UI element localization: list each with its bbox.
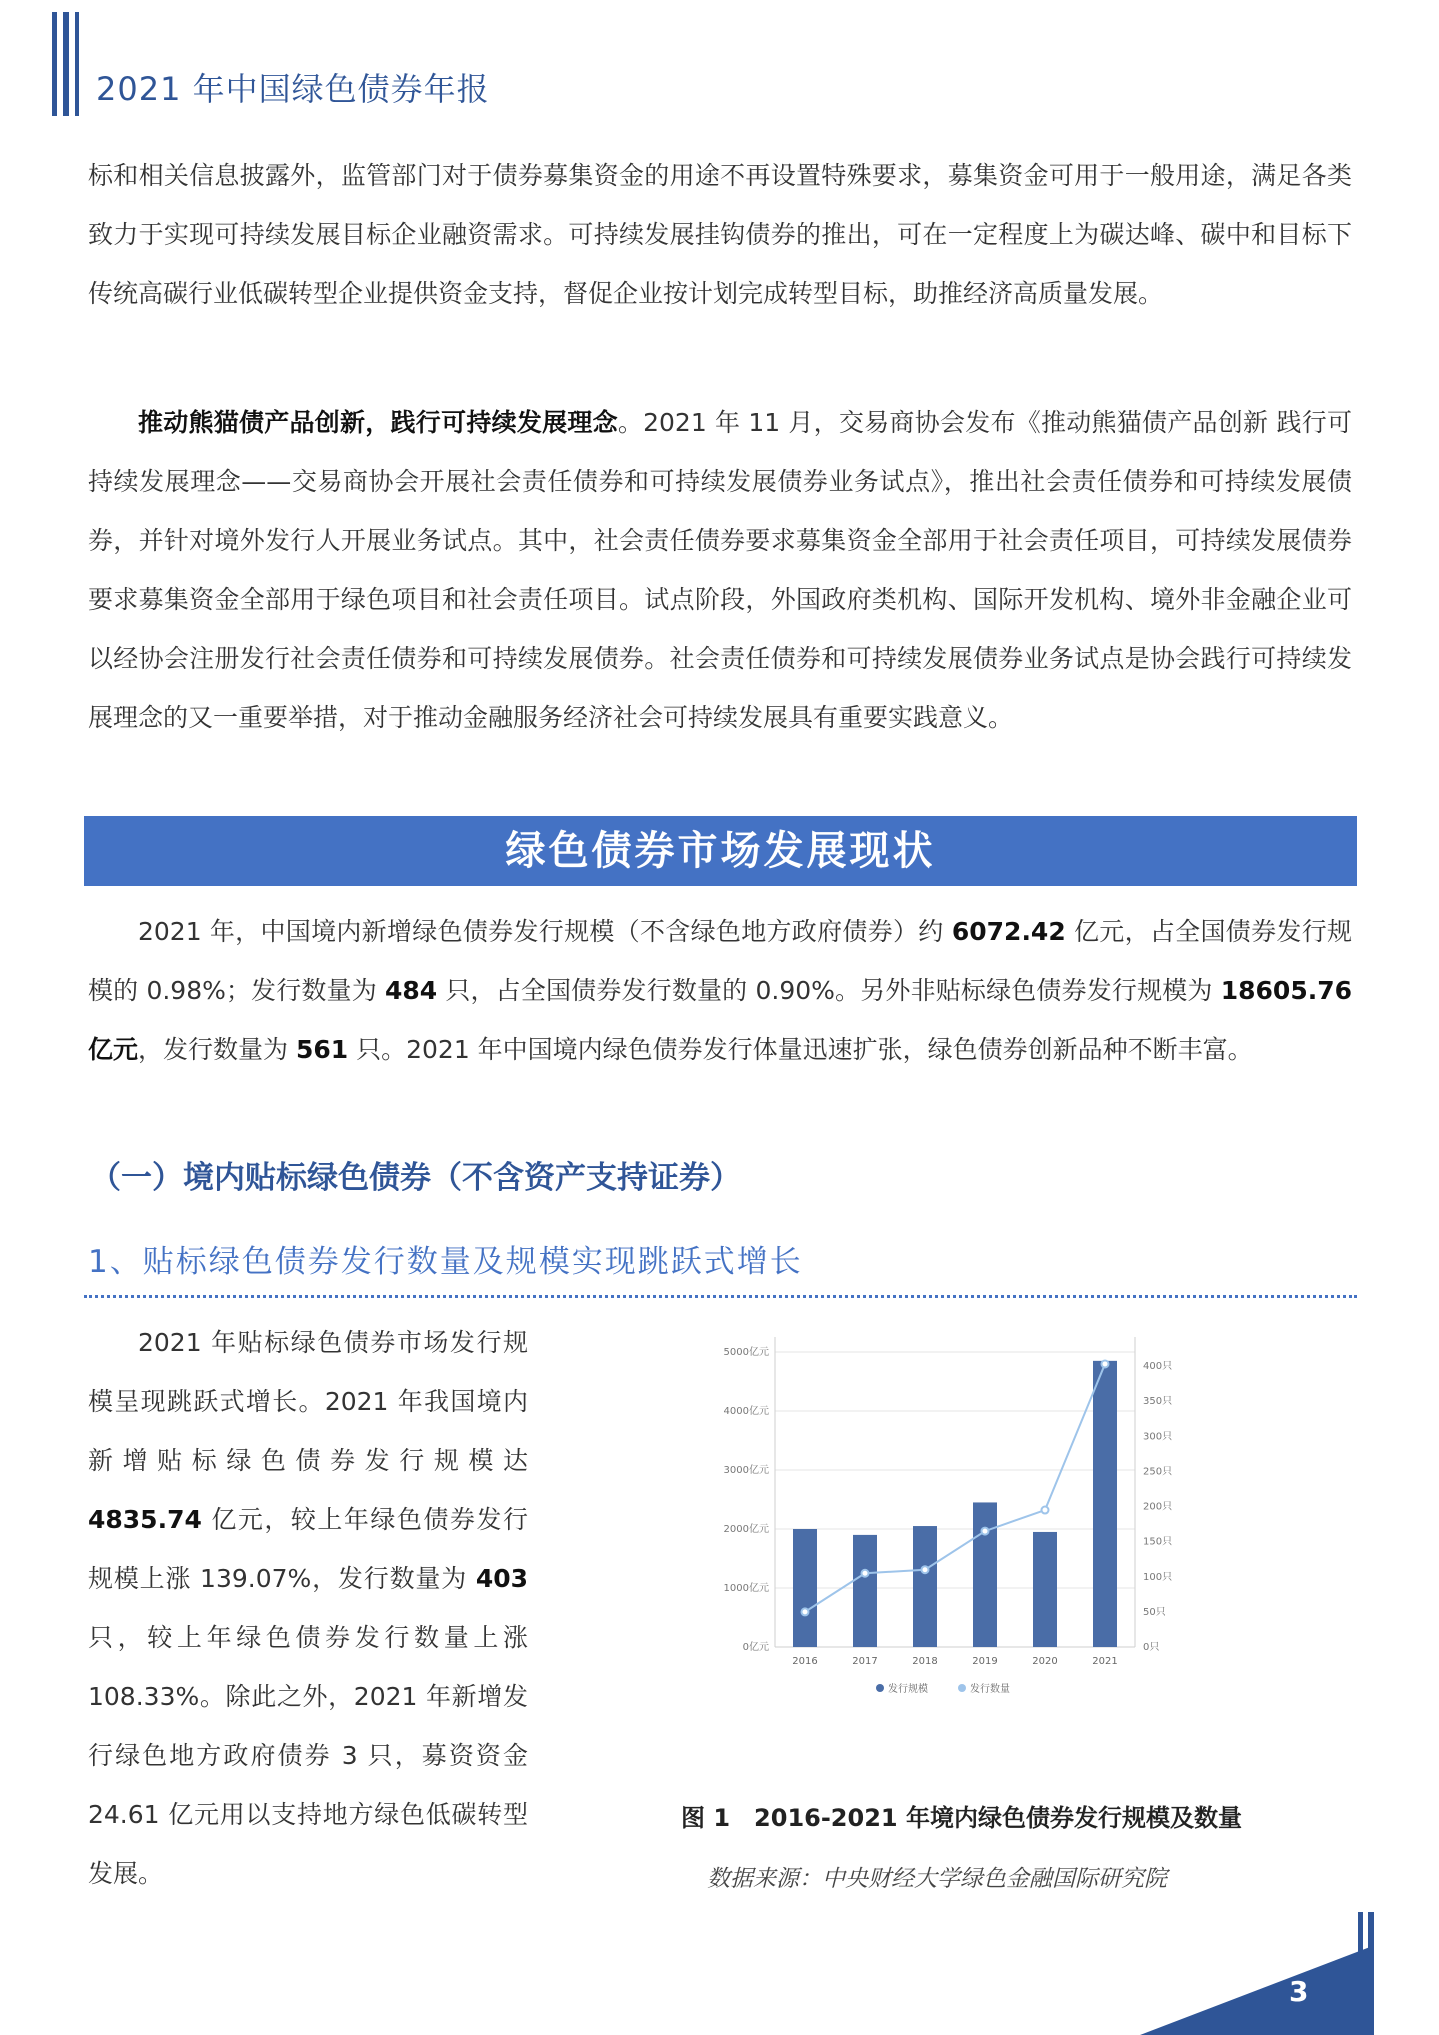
green-bond-chart [680,1322,1200,1722]
subsection-heading-growth: 1、贴标绿色债券发行数量及规模实现跳跃式增长 [88,1244,803,1280]
paragraph-labeled-green-bonds: 2021 年贴标绿色债券市场发行规模呈现跳跃式增长。2021 年我国境内新增贴标绿色债券发行规模达 4835.74 亿元，较上年绿色债券发行规模上涨 139.07%，发行数量为 403 只，较上年绿色债券发行数量上涨 108.33%。除此之外，2021 年新增发行绿色地方政府债券 3 只，募资资金 24.61 亿元用以支持地方绿色低碳转型发展。 [88,1328,528,1888]
bar [853,1535,877,1647]
paragraph-market-summary: 2021 年，中国境内新增绿色债券发行规模（不含绿色地方政府债券）约 6072.42 亿元，占全国债券发行规模的 0.98%；发行数量为 484 只，占全国债券发行数量的 0.90%。另外非贴标绿色债券发行规模为 18605.76 亿元，发行数量为 561 只。2021 年中国境内绿色债券发行体量迅速扩张，绿色债券创新品种不断丰富。 [88,917,1352,1064]
y-left-tick-label: 5000亿元 [723,1347,769,1358]
bar [1093,1361,1117,1647]
panda-bond-text: 。2021 年 11 月，交易商协会发布《推动熊猫债产品创新 践行可持续发展理念——交易商协会开展社会责任债券和可持续发展债券业务试点》，推出社会责任债券和可持续发展债券，并针对境外发行人开展业务试点。其中，社会责任债券要求募集资金全部用于社会责任项目，可持续发展债券要求募集资金全部用于绿色项目和社会责任项目。试点阶段，外国政府类机构、国际开发机构、境外非金融企业可以经协会注册发行社会责任债券和可持续发展债券。社会责任债券和可持续发展债券业务试点是协会践行可持续发展理念的又一重要举措，对于推动金融服务经济社会可持续发展具有重要实践意义。 [88,408,1352,732]
y-right-tick-label: 150只 [1143,1536,1173,1548]
legend-label-scale: 发行规模 [888,1684,928,1695]
bar [913,1526,937,1647]
legend-marker-scale [876,1684,884,1692]
y-left-tick-label: 0亿元 [742,1642,769,1653]
bar [793,1529,817,1647]
value-labeled-scale: 4835.74 [88,1505,202,1534]
section-banner: 绿色债券市场发展现状 [84,816,1357,886]
header-title: 2021 年中国绿色债券年报 [96,70,490,108]
paragraph-panda-bond [88,393,1352,747]
x-tick-label: 2021 [1092,1656,1118,1667]
y-left-tick-label: 3000亿元 [723,1465,769,1476]
x-tick-label: 2016 [792,1656,818,1667]
paragraph-sustainability-linked: 标和相关信息披露外，监管部门对于债券募集资金的用途不再设置特殊要求，募集资金可用于一般用途，满足各类致力于实现可持续发展目标企业融资需求。可持续发展挂钩债券的推出，可在一定程度上为碳达峰、碳中和目标下传统高碳行业低碳转型企业提供资金支持，督促企业按计划完成转型目标，助推经济高质量发展。 [88,161,1352,308]
value-total-scale: 6072.42 [951,917,1066,946]
value-labeled-count: 403 [475,1564,528,1593]
page-number: 3 [1289,1975,1309,2008]
bar [973,1502,997,1647]
y-right-tick-label: 0只 [1143,1642,1160,1653]
footer-decoration [1140,1912,1380,2035]
bar [1033,1532,1057,1647]
y-right-tick-label: 200只 [1143,1501,1173,1513]
x-tick-label: 2020 [1032,1656,1058,1667]
y-right-tick-label: 300只 [1143,1431,1173,1443]
y-left-tick-label: 2000亿元 [723,1524,769,1535]
count-point [1102,1360,1109,1367]
count-point [922,1566,929,1573]
y-right-tick-label: 50只 [1143,1606,1166,1618]
x-tick-label: 2017 [852,1656,878,1667]
section-heading-domestic: （一）境内贴标绿色债券（不含资产支持证券） [90,1160,741,1196]
x-tick-label: 2019 [972,1656,998,1667]
y-right-tick-label: 250只 [1143,1466,1173,1478]
count-point [802,1608,809,1615]
count-point [982,1528,989,1535]
figure-source: 数据来源：中央财经大学绿色金融国际研究院 [707,1866,1167,1892]
y-right-tick-label: 400只 [1143,1361,1173,1373]
divider [84,1295,1357,1298]
count-point [1042,1507,1049,1514]
value-unlabeled-count: 561 [295,1035,349,1064]
legend-label-count: 发行数量 [970,1684,1010,1695]
figure-caption: 图 1 2016-2021 年境内绿色债券发行规模及数量 [681,1804,1242,1832]
value-unlabeled-scale: 18605.76 亿元 [88,976,1352,1064]
y-right-tick-label: 100只 [1143,1571,1173,1583]
value-total-count: 484 [385,976,438,1005]
count-point [862,1570,869,1577]
count-line [805,1364,1105,1612]
y-left-tick-label: 4000亿元 [723,1406,769,1417]
legend-marker-count [958,1684,966,1692]
panda-bond-lead: 推动熊猫债产品创新，践行可持续发展理念 [138,408,618,437]
x-tick-label: 2018 [912,1656,938,1667]
y-right-tick-label: 350只 [1143,1396,1173,1408]
y-left-tick-label: 1000亿元 [723,1583,769,1594]
header-decoration [52,12,92,116]
